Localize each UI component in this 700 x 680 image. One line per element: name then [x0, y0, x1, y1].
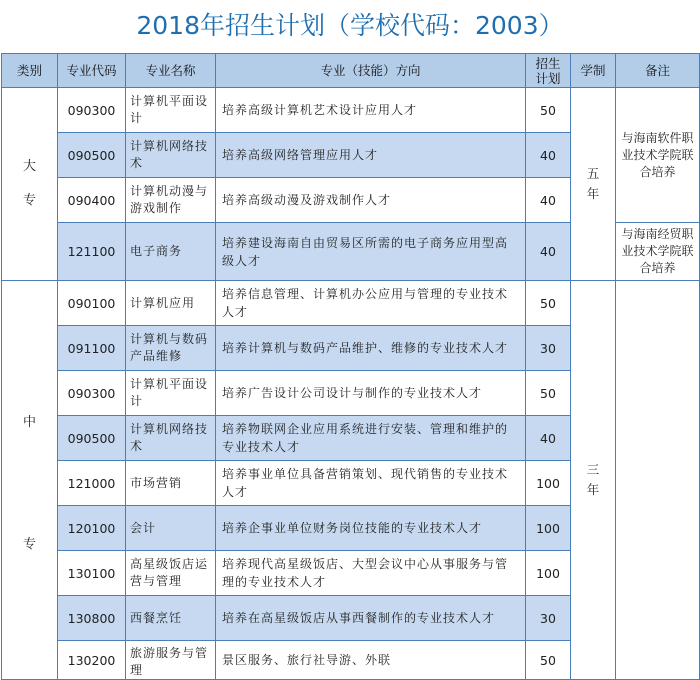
row-plan: 30: [526, 326, 571, 371]
row-direction: 培养现代高星级饭店、大型会议中心从事服务与管理的专业技术人才: [216, 551, 526, 596]
header-duration: 学制: [571, 54, 616, 88]
row-direction: 培养计算机与数码产品维护、维修的专业技术人才: [216, 326, 526, 371]
category-zhongzhuan-char1: 中: [22, 415, 36, 430]
row-plan: 50: [526, 281, 571, 326]
row-plan: 30: [526, 596, 571, 641]
duration-dazhuan-line2: 年: [586, 186, 600, 201]
header-plan-line1: 招生: [535, 55, 561, 71]
note-trade-college: 与海南经贸职业技术学院联合培养: [616, 223, 700, 281]
row-name: 计算机平面设计: [126, 88, 216, 133]
row-plan: 100: [526, 461, 571, 506]
row-direction: 培养高级网络管理应用人才: [216, 133, 526, 178]
row-direction: 培养高级计算机艺术设计应用人才: [216, 88, 526, 133]
row-direction: 培养物联网企业应用系统进行安装、管理和维护的专业技术人才: [216, 416, 526, 461]
row-code: 121000: [58, 461, 126, 506]
row-code: 090300: [58, 88, 126, 133]
row-plan: 50: [526, 371, 571, 416]
row-name: 会计: [126, 506, 216, 551]
row-code: 090500: [58, 133, 126, 178]
duration-dazhuan-line1: 五: [586, 166, 600, 181]
duration-zhongzhuan-line1: 三: [586, 462, 600, 477]
row-name: 计算机网络技术: [126, 133, 216, 178]
header-category: 类别: [2, 54, 58, 88]
row-name: 计算机应用: [126, 281, 216, 326]
row-code: 090300: [58, 371, 126, 416]
row-name: 西餐烹饪: [126, 596, 216, 641]
row-plan: 40: [526, 178, 571, 223]
duration-dazhuan: [571, 88, 616, 281]
category-dazhuan-char2: 专: [22, 193, 36, 208]
category-zhongzhuan: [2, 281, 58, 680]
row-direction: 培养企事业单位财务岗位技能的专业技术人才: [216, 506, 526, 551]
row-direction: 培养广告设计公司设计与制作的专业技术人才: [216, 371, 526, 416]
duration-zhongzhuan-line2: 年: [586, 482, 600, 497]
row-code: 120100: [58, 506, 126, 551]
row-direction: 培养在高星级饭店从事西餐制作的专业技术人才: [216, 596, 526, 641]
page-title: 2018年招生计划（学校代码：2003）: [136, 11, 564, 40]
row-name: 高星级饭店运营与管理: [126, 551, 216, 596]
row-plan: 40: [526, 223, 571, 281]
header-plan: [526, 54, 571, 88]
note-empty: [616, 281, 700, 680]
row-code: 130200: [58, 641, 126, 680]
row-name: 电子商务: [126, 223, 216, 281]
duration-zhongzhuan: [571, 281, 616, 680]
header-code: 专业代码: [58, 54, 126, 88]
row-code: 090100: [58, 281, 126, 326]
row-direction: 培养事业单位具备营销策划、现代销售的专业技术人才: [216, 461, 526, 506]
header-note: 备注: [616, 54, 700, 88]
header-direction: 专业（技能）方向: [216, 54, 526, 88]
row-plan: 50: [526, 641, 571, 680]
row-code: 091100: [58, 326, 126, 371]
row-name: 计算机网络技术: [126, 416, 216, 461]
enrollment-table: [1, 53, 700, 680]
category-dazhuan-char1: 大: [22, 159, 36, 174]
row-direction: 培养信息管理、计算机办公应用与管理的专业技术人才: [216, 281, 526, 326]
row-code: 121100: [58, 223, 126, 281]
row-plan: 100: [526, 506, 571, 551]
row-direction: 培养高级动漫及游戏制作人才: [216, 178, 526, 223]
header-plan-line2: 计划: [535, 70, 561, 86]
row-name: 计算机与数码产品维修: [126, 326, 216, 371]
row-plan: 40: [526, 416, 571, 461]
header-name: 专业名称: [126, 54, 216, 88]
row-code: 090500: [58, 416, 126, 461]
row-name: 市场营销: [126, 461, 216, 506]
row-direction: 培养建设海南自由贸易区所需的电子商务应用型高级人才: [216, 223, 526, 281]
category-dazhuan: [2, 88, 58, 281]
row-code: 130100: [58, 551, 126, 596]
table-row: [2, 281, 700, 326]
row-name: 计算机动漫与游戏制作: [126, 178, 216, 223]
row-plan: 100: [526, 551, 571, 596]
table-row: [2, 88, 700, 133]
row-plan: 50: [526, 88, 571, 133]
header-row: [2, 54, 700, 88]
row-name: 旅游服务与管理: [126, 641, 216, 680]
row-name: 计算机平面设计: [126, 371, 216, 416]
note-software-college: 与海南软件职业技术学院联合培养: [616, 88, 700, 223]
category-zhongzhuan-char2: 专: [22, 537, 36, 552]
row-code: 090400: [58, 178, 126, 223]
row-code: 130800: [58, 596, 126, 641]
row-plan: 40: [526, 133, 571, 178]
row-direction: 景区服务、旅行社导游、外联: [216, 641, 526, 680]
